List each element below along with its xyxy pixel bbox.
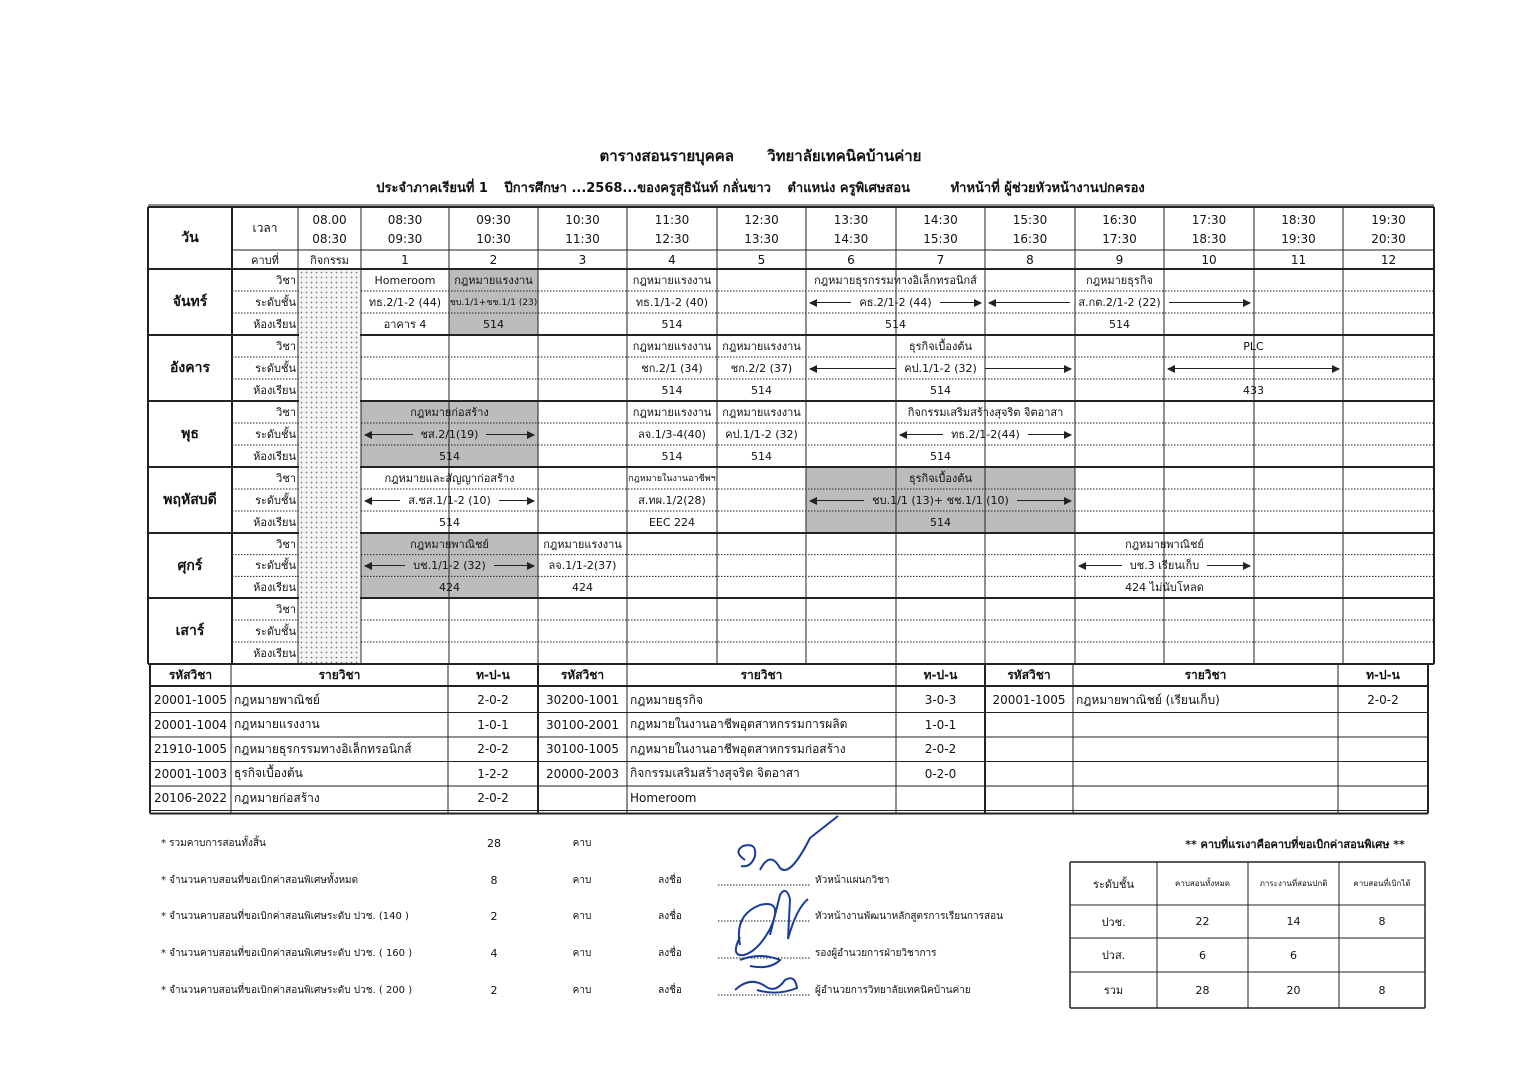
entry-room: อาคาร 4 <box>383 318 427 331</box>
arrow-right-icon <box>1017 500 1071 501</box>
time-end: 12:30 <box>654 231 690 246</box>
subject-code: 21910-1005 <box>153 742 228 757</box>
entry-room: 514 <box>661 449 683 463</box>
subject-credit: 2-0-2 <box>477 693 509 708</box>
row-label: ห้องเรียน <box>253 450 296 463</box>
entry-class: ลจ.1/1-2(37) <box>548 559 617 573</box>
subject-name: Homeroom <box>630 791 697 806</box>
time-end: 16:30 <box>1012 231 1048 246</box>
subject-name: ธุรกิจเบื้องต้น <box>234 766 303 781</box>
highlight-note: ** คาบที่แรเงาคือคาบที่ขอเบิกค่าสอนพิเศษ ** <box>1185 838 1405 851</box>
time-start: 09:30 <box>476 212 511 227</box>
arrow-left-icon <box>365 434 413 435</box>
row-label: ห้องเรียน <box>253 516 296 529</box>
subject-code: 30100-1005 <box>545 742 620 757</box>
entry-room: 514 <box>1109 317 1130 331</box>
summary-cell: 22 <box>1195 915 1210 928</box>
period-number: 10 <box>1201 252 1217 267</box>
entry-subject: กฎหมายธุรกรรมทางอิเล็กทรอนิกส์ <box>814 274 977 287</box>
subject-code: 20001-1005 <box>153 693 228 708</box>
summary-header: คาบสอนที่เบิกได้ <box>1353 879 1411 888</box>
activity-header: กิจกรรม <box>310 253 349 267</box>
subject-code: 30100-2001 <box>545 717 620 732</box>
summary-cell: ปวช. <box>1101 915 1126 929</box>
subject-credit: 1-0-1 <box>477 717 509 732</box>
subject-credit: 0-2-0 <box>924 766 957 781</box>
entry-room: 514 <box>751 383 772 397</box>
sign-label: ลงชื่อ <box>658 910 682 922</box>
time-end: 13:30 <box>744 231 779 246</box>
subject-name: กฎหมายก่อสร้าง <box>234 790 320 805</box>
credit-header: ท-ป-น <box>923 667 958 682</box>
footer-label: * จำนวนคาบสอนที่ขอเบิกค่าสอนพิเศษระดับ ปวช. (140 ) <box>161 910 409 922</box>
span-arrow <box>989 291 1250 313</box>
span-arrow <box>900 423 1071 445</box>
arrow-left-icon <box>900 434 943 435</box>
arrow-right-icon <box>486 434 534 435</box>
sign-label: ลงชื่อ <box>658 984 682 996</box>
entry-subject: กฎหมายพาณิชย์ <box>410 537 489 551</box>
subject-credit: 3-0-3 <box>924 693 957 708</box>
subject-name <box>1073 737 1338 762</box>
footer-value: 2 <box>490 983 498 997</box>
title-right: วิทยาลัยเทคนิคบ้านค่าย <box>767 147 922 165</box>
span-arrow <box>1168 357 1339 379</box>
entry-subject: กฎหมายและสัญญาก่อสร้าง <box>384 472 515 485</box>
subject-code: 20001-1004 <box>153 717 228 732</box>
subject-credit: 1-2-2 <box>477 766 509 781</box>
period-number: 9 <box>1115 252 1124 267</box>
row-label: ระดับชั้น <box>255 362 296 375</box>
summary-cell: 6 <box>1290 948 1297 962</box>
entry-subject: กฎหมายแรงงาน <box>454 274 533 287</box>
day-name: อังคาร <box>170 360 210 376</box>
entry-room: 424 <box>439 580 460 594</box>
entry-class: ชบ.1/1 (13)+ ชช.1/1 (10) <box>872 494 1009 507</box>
row-label: ระดับชั้น <box>255 625 296 638</box>
subject-name: กฎหมายในงานอาชีพอุตสาหกรรมการผลิต <box>630 717 848 732</box>
arrow-right-icon <box>1028 434 1071 435</box>
subject-name: กิจกรรมเสริมสร้างสุจริต จิตอาสา <box>630 766 800 781</box>
time-start: 18:30 <box>1281 212 1316 227</box>
arrow-left-icon <box>810 500 864 501</box>
time-start: 10:30 <box>565 212 600 227</box>
semester-text: ประจำภาคเรียนที่ 1 <box>376 181 488 196</box>
subject-credit: 2-0-2 <box>477 791 509 806</box>
summary-cell: 20 <box>1286 983 1301 997</box>
span-arrow <box>365 489 534 511</box>
subject-code <box>985 762 1073 787</box>
footer-unit: คาบ <box>572 837 592 849</box>
subject-name <box>1073 786 1338 811</box>
subject-code <box>538 786 627 811</box>
footer-label: * จำนวนคาบสอนที่ขอเบิกค่าสอนพิเศษระดับ ปวช. ( 160 ) <box>161 947 413 959</box>
row-label: ห้องเรียน <box>253 647 296 660</box>
time-start: 12:30 <box>744 212 779 227</box>
span-arrow <box>810 489 1071 511</box>
span-arrow <box>365 423 534 445</box>
sign-label: ลงชื่อ <box>658 947 682 959</box>
time-end: 08:30 <box>312 231 347 246</box>
row-label: ห้องเรียน <box>253 581 296 595</box>
subject-credit: 2-0-2 <box>1367 693 1399 708</box>
time-start: 08.00 <box>312 212 347 227</box>
entry-class: บช.1/1-2 (32) <box>413 559 486 573</box>
arrow-right-icon <box>940 302 981 303</box>
time-start: 15:30 <box>1012 212 1048 227</box>
time-start: 19:30 <box>1371 212 1406 227</box>
footer-value: 28 <box>487 836 501 850</box>
time-start: 08:30 <box>387 212 423 227</box>
summary-header: ภาระงานที่สอนปกติ <box>1259 879 1328 888</box>
subject-name: กฎหมายพาณิชย์ <box>234 692 320 707</box>
entry-subject: กฎหมายแรงงาน <box>632 340 712 353</box>
entry-subject: กฎหมายธุรกิจ <box>1086 274 1153 287</box>
footer-unit: คาบ <box>572 947 592 959</box>
time-end: 09:30 <box>387 231 423 246</box>
footer-unit: คาบ <box>572 874 592 886</box>
day-name: เสาร์ <box>175 623 205 639</box>
entry-class: ส.ชส.1/1-2 (10) <box>408 494 491 507</box>
time-end: 20:30 <box>1371 231 1406 246</box>
entry-room: 424 ไม่นับโหลด <box>1125 581 1204 595</box>
title-left: ตารางสอนรายบุคคล <box>599 147 734 165</box>
subject-code-header: รหัสวิชา <box>168 667 213 682</box>
entry-subject: กฎหมายแรงงาน <box>632 274 712 287</box>
subject-name-header: รายวิชา <box>740 667 783 682</box>
entry-room: 424 <box>572 580 593 594</box>
time-end: 17:30 <box>1102 231 1137 246</box>
year-teacher-text: ปีการศึกษา ...2568...ของครูสุธินันท์ กลั่นขาว <box>504 181 771 196</box>
entry-class: ส.ทผ.1/2(28) <box>638 494 706 507</box>
entry-subject: กฎหมายในงานอาชีพฯ <box>628 474 716 484</box>
arrow-right-icon <box>1169 302 1250 303</box>
summary-cell: 6 <box>1199 948 1206 962</box>
footer-unit: คาบ <box>572 910 592 922</box>
subject-name-header: รายวิชา <box>318 667 361 682</box>
footer-value: 8 <box>490 873 498 887</box>
summary-cell: 28 <box>1195 983 1210 997</box>
subject-credit <box>1338 737 1428 762</box>
arrow-left-icon <box>989 302 1070 303</box>
summary-cell: 8 <box>1378 915 1386 928</box>
entry-subject: กฎหมายแรงงาน <box>632 406 712 419</box>
row-label: ระดับชั้น <box>255 428 296 441</box>
sign-label: ลงชื่อ <box>658 874 682 886</box>
row-label: ห้องเรียน <box>253 384 296 397</box>
subject-code <box>985 737 1073 762</box>
arrow-left-icon <box>810 368 896 369</box>
subject-name: กฎหมายพาณิชย์ (เรียนเก็บ) <box>1076 692 1220 707</box>
subject-credit <box>1338 713 1428 738</box>
subject-code: 20001-1005 <box>992 693 1066 708</box>
time-end: 15:30 <box>923 231 958 246</box>
row-label: วิชา <box>276 340 296 353</box>
signature-marks <box>735 816 838 993</box>
arrow-left-icon <box>365 500 400 501</box>
signer-role: รองผู้อำนวยการฝ่ายวิชาการ <box>815 947 937 959</box>
arrow-left-icon <box>810 302 851 303</box>
period-number: 7 <box>936 252 945 267</box>
arrow-right-icon <box>985 368 1071 369</box>
entry-class: ส.กต.2/1-2 (22) <box>1078 296 1161 309</box>
signer-role: ผู้อำนวยการวิทยาลัยเทคนิคบ้านค่าย <box>815 984 971 996</box>
entry-room: 514 <box>661 383 683 397</box>
period-number: 3 <box>578 252 587 267</box>
entry-room: EEC 224 <box>648 515 696 529</box>
footer-value: 2 <box>490 909 498 923</box>
entry-subject: ธุรกิจเบื้องต้น <box>908 472 973 485</box>
row-label: วิชา <box>276 537 296 551</box>
subject-code: 20001-1003 <box>153 766 228 781</box>
entry-class: บช.3 เรียนเก็บ <box>1129 559 1200 573</box>
time-end: 11:30 <box>565 231 600 246</box>
subject-code: 30200-1001 <box>545 693 620 708</box>
credit-header: ท-ป-น <box>1366 667 1400 682</box>
entry-subject: ธุรกิจเบื้องต้น <box>908 340 973 353</box>
span-arrow <box>365 555 534 577</box>
arrow-right-icon <box>494 565 534 566</box>
arrow-left-icon <box>1079 565 1122 566</box>
period-number: 8 <box>1026 252 1034 267</box>
subject-code: 20000-2003 <box>545 766 620 781</box>
row-label: ระดับชั้น <box>255 296 296 309</box>
row-label: ระดับชั้น <box>255 559 296 573</box>
subject-code <box>985 713 1073 738</box>
summary-header: ระดับชั้น <box>1093 877 1134 891</box>
day-name: พุธ <box>181 426 199 442</box>
activity-column <box>299 270 360 663</box>
row-label: ห้องเรียน <box>253 318 296 331</box>
period-header: คาบที่ <box>251 253 279 267</box>
summary-cell: 8 <box>1378 983 1386 997</box>
subject-credit <box>896 786 985 811</box>
arrow-right-icon <box>1207 565 1250 566</box>
duty-text: ทำหน้าที่ ผู้ช่วยหัวหน้างานปกครอง <box>950 181 1145 196</box>
entry-subject: กิจกรรมเสริมสร้างสุจริต จิตอาสา <box>907 406 1064 419</box>
entry-room: 514 <box>930 449 951 463</box>
period-number: 12 <box>1380 252 1397 267</box>
time-end: 10:30 <box>476 231 511 246</box>
span-arrow <box>810 357 1071 379</box>
footer-label: * จำนวนคาบสอนที่ขอเบิกค่าสอนพิเศษทั้งหมด <box>161 874 359 886</box>
time-end: 14:30 <box>833 231 869 246</box>
entry-class: คป.1/1-2 (32) <box>725 428 798 441</box>
subject-name: กฎหมายแรงงาน <box>234 717 320 732</box>
day-name: พฤหัสบดี <box>163 492 217 508</box>
subject-credit <box>1338 762 1428 787</box>
span-arrow <box>810 291 981 313</box>
subject-code <box>985 786 1073 811</box>
entry-subject: Homeroom <box>374 273 436 287</box>
signer-role: หัวหน้าแผนกวิชา <box>815 874 890 886</box>
day-name: จันทร์ <box>172 294 208 310</box>
subject-name-header: รายวิชา <box>1184 667 1227 682</box>
entry-subject: กฎหมายแรงงาน <box>722 406 801 419</box>
subject-name: กฎหมายธุรกรรมทางอิเล็กทรอนิกส์ <box>234 741 412 756</box>
subject-credit: 2-0-2 <box>924 742 957 757</box>
day-header: วัน <box>181 230 199 246</box>
row-label: ระดับชั้น <box>255 494 296 507</box>
entry-subject: กฎหมายแรงงาน <box>543 537 622 551</box>
time-header: เวลา <box>252 221 278 235</box>
entry-room: 514 <box>439 515 460 529</box>
time-start: 11:30 <box>654 212 690 227</box>
subject-code: 20106-2022 <box>153 791 228 806</box>
summary-cell: รวม <box>1103 984 1124 997</box>
footer-value: 4 <box>490 946 498 960</box>
subject-code-header: รหัสวิชา <box>560 667 605 682</box>
summary-cell: ปวส. <box>1101 949 1126 962</box>
entry-room: 514 <box>930 383 951 397</box>
subject-name: กฎหมายในงานอาชีพอุตสาหกรรมก่อสร้าง <box>630 741 846 756</box>
entry-class: ชส.2/1(19) <box>420 428 479 441</box>
entry-class: ทธ.2/1-2(44) <box>951 428 1020 441</box>
entry-room: 514 <box>661 317 683 331</box>
row-label: วิชา <box>276 406 296 419</box>
arrow-right-icon <box>1254 368 1340 369</box>
subject-name: กฎหมายธุรกิจ <box>630 692 703 707</box>
entry-class: ชก.2/1 (34) <box>641 362 703 375</box>
entry-room: 514 <box>439 449 460 463</box>
entry-subject: กฎหมายพาณิชย์ <box>1125 537 1204 551</box>
time-start: 17:30 <box>1191 212 1227 227</box>
entry-subject: กฎหมายแรงงาน <box>722 340 801 353</box>
entry-class: ลจ.1/3-4(40) <box>638 428 706 441</box>
arrow-left-icon <box>365 565 405 566</box>
subject-name <box>1073 762 1338 787</box>
entry-room: 514 <box>483 317 504 331</box>
credit-header: ท-ป-น <box>476 667 510 682</box>
period-number: 1 <box>401 252 409 267</box>
footer-label: * รวมคาบการสอนทั้งสิ้น <box>161 837 266 849</box>
entry-subject: PLC <box>1243 339 1264 353</box>
subject-name <box>1073 713 1338 738</box>
row-label: วิชา <box>276 274 296 287</box>
entry-room: 514 <box>930 515 951 529</box>
time-start: 13:30 <box>833 212 869 227</box>
entry-room: 514 <box>885 317 906 331</box>
time-start: 14:30 <box>923 212 958 227</box>
entry-room: 433 <box>1243 383 1264 397</box>
footer-label: * จำนวนคาบสอนที่ขอเบิกค่าสอนพิเศษระดับ ปวช. ( 200 ) <box>161 984 413 996</box>
period-number: 11 <box>1290 252 1307 267</box>
subject-credit <box>1338 786 1428 811</box>
entry-class: ชบ.1/1+ชช.1/1 (23) <box>449 298 538 308</box>
footer-unit: คาบ <box>572 984 592 996</box>
period-number: 5 <box>757 252 766 267</box>
row-label: วิชา <box>276 603 296 616</box>
entry-class: ทธ.1/1-2 (40) <box>635 296 709 309</box>
arrow-left-icon <box>1168 368 1254 369</box>
entry-subject: กฎหมายก่อสร้าง <box>410 406 489 419</box>
period-number: 4 <box>668 252 676 267</box>
entry-class: ทธ.2/1-2 (44) <box>368 296 442 309</box>
summary-cell <box>1339 938 1425 972</box>
entry-class: ชก.2/2 (37) <box>730 362 793 375</box>
time-end: 18:30 <box>1191 231 1227 246</box>
period-number: 6 <box>847 252 855 267</box>
time-end: 19:30 <box>1281 231 1316 246</box>
day-name: ศุกร์ <box>177 557 203 574</box>
entry-class: คป.1/1-2 (32) <box>904 362 977 375</box>
entry-room: 514 <box>751 449 772 463</box>
entry-class: คธ.2/1-2 (44) <box>859 296 932 309</box>
period-number: 2 <box>489 252 498 267</box>
arrow-right-icon <box>499 500 534 501</box>
row-label: วิชา <box>276 472 296 485</box>
signer-role: หัวหน้างานพัฒนาหลักสูตรการเรียนการสอน <box>815 910 1003 922</box>
position-text: ตำแหน่ง ครูพิเศษสอน <box>787 181 911 196</box>
subject-credit: 1-0-1 <box>924 717 957 732</box>
time-start: 16:30 <box>1102 212 1137 227</box>
subject-credit: 2-0-2 <box>477 742 509 757</box>
summary-cell: 14 <box>1286 915 1301 928</box>
summary-header: คาบสอนทั้งหมด <box>1175 879 1230 888</box>
span-arrow <box>1079 555 1250 577</box>
subject-code-header: รหัสวิชา <box>1007 667 1051 682</box>
